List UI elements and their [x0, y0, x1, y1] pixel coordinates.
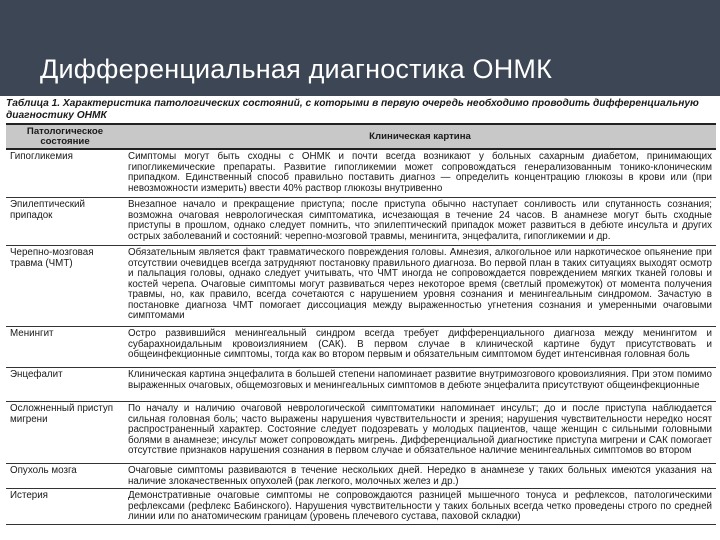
table-row: [6, 464, 716, 489]
table-caption: Таблица 1. Характеристика патологических состояний, с которыми в первую очередь необходимо проводить дифференциальную диагностику ОНМК: [6, 98, 699, 121]
description-cell: Клиническая картина энцефалита в большей степени напоминает развитие внутримозгового кровоизлияния. При этом помимо выраженных очаговых, общемозговых и менингеальных симптомов в дебюте энцефалита присутствуют общеинфекционные: [124, 368, 716, 402]
table-row: [6, 149, 716, 198]
table-row: [6, 402, 716, 464]
column-header-condition: Патологическое состояние: [6, 124, 124, 149]
slide-header: [0, 0, 720, 96]
description-cell: Внезапное начало и прекращение приступа; после приступа обычно наступает сонливость или спутанность сознания; возможна очаговая неврологическая симптоматика, исчезающая в течение 24 часов. В анамнезе могут быть сходные приступы в прошлом, однако следует помнить, что эпилептический припадок может развиться в дебюте инсульта и других острых заболеваний и состояний: черепно-мозговой травмы, менингита, энцефалита, гипогликемии и др.: [124, 198, 716, 246]
scanned-document: [0, 96, 720, 540]
table-row: [6, 246, 716, 327]
description-cell: По началу и наличию очаговой неврологической симптоматики напоминает инсульт; до и после приступа наблюдается сильная головная боль; часто выражены нарушения чувствительности и зрения; нарушения чувствительности нередко носят распространенный характер. Состояние следует подозревать у молодых пациентов, чаще женщин с сильными головными болями в анамнезе; инсульт может сопровождать мигрень. Дифференциальной диагностике приступа мигрени и САК помогает отсутствие признаков нарушения сознания в первом случае и обязательное наличие менингеальных симптомов во втором: [124, 402, 716, 464]
differential-table: [6, 123, 716, 525]
table-row: [6, 198, 716, 246]
column-header-description: Клиническая картина: [124, 124, 716, 149]
condition-cell: Опухоль мозга: [6, 464, 124, 489]
condition-cell: Осложненный приступ мигрени: [6, 402, 124, 464]
table-header-row: [6, 124, 716, 149]
table-row: [6, 489, 716, 525]
condition-cell: Менингит: [6, 327, 124, 368]
description-cell: Симптомы могут быть сходны с ОНМК и почти всегда возникают у больных сахарным диабетом, принимающих гипогликемические препараты. Развитие гипогликемии может сопровождаться генерализованным тонико-клоническим припадком. Единственный способ правильно поставить диагноз — определить концентрацию глюкозы в крови или (при невозможности измерить) ввести 40% раствор глюкозы внутривенно: [124, 149, 716, 198]
condition-cell: Черепно-мозговая травма (ЧМТ): [6, 246, 124, 327]
condition-cell: Эпилептический припадок: [6, 198, 124, 246]
table-row: [6, 368, 716, 402]
table-row: [6, 327, 716, 368]
condition-cell: Энцефалит: [6, 368, 124, 402]
description-cell: Остро развившийся менингеальный синдром всегда требует дифференциального диагноза между менингитом и субарахноидальным кровоизлиянием (САК). В первом случае в клинической картине будут присутствовать и общеинфекционные симптомы, тогда как во втором первым и обязательным симптомом будет интенсивная головная боль: [124, 327, 716, 368]
description-cell: Обязательным является факт травматического повреждения головы. Амнезия, алкогольное или наркотическое опьянение при отсутствии очевидцев всегда затрудняют постановку правильного диагноза. Во первой план в таких ситуациях выходят осмотр и пальпация головы, однако следует учитывать, что ЧМТ иногда не сопровождается повреждением мягких тканей головы и костей черепа. Очаговые симптомы могут развиваться через некоторое время (светлый промежуток) от момента получения травмы, но, как правило, всегда сочетаются с нарушением уровня сознания и менингеальным синдромом. Зачастую в постановке диагноза ЧМТ помогает диссоциация между выраженностью угнетения сознания и умеренными очаговыми симптомами: [124, 246, 716, 327]
condition-cell: Истерия: [6, 489, 124, 525]
slide-title: Дифференциальная диагностика ОНМК: [40, 54, 553, 84]
description-cell: Очаговые симптомы развиваются в течение нескольких дней. Нередко в анамнезе у таких больных имеются указания на наличие злокачественных опухолей (рак легкого, молочных желез и др.): [124, 464, 716, 489]
description-cell: Демонстративные очаговые симптомы не сопровождаются разницей мышечного тонуса и рефлексов, патологическими рефлексами (рефлекс Бабинского). Нарушения чувствительности у таких больных всегда четко проведены строго по средней линии или по анатомическим границам (уровень плечевого сустава, паховой складки): [124, 489, 716, 525]
condition-cell: Гипогликемия: [6, 149, 124, 198]
